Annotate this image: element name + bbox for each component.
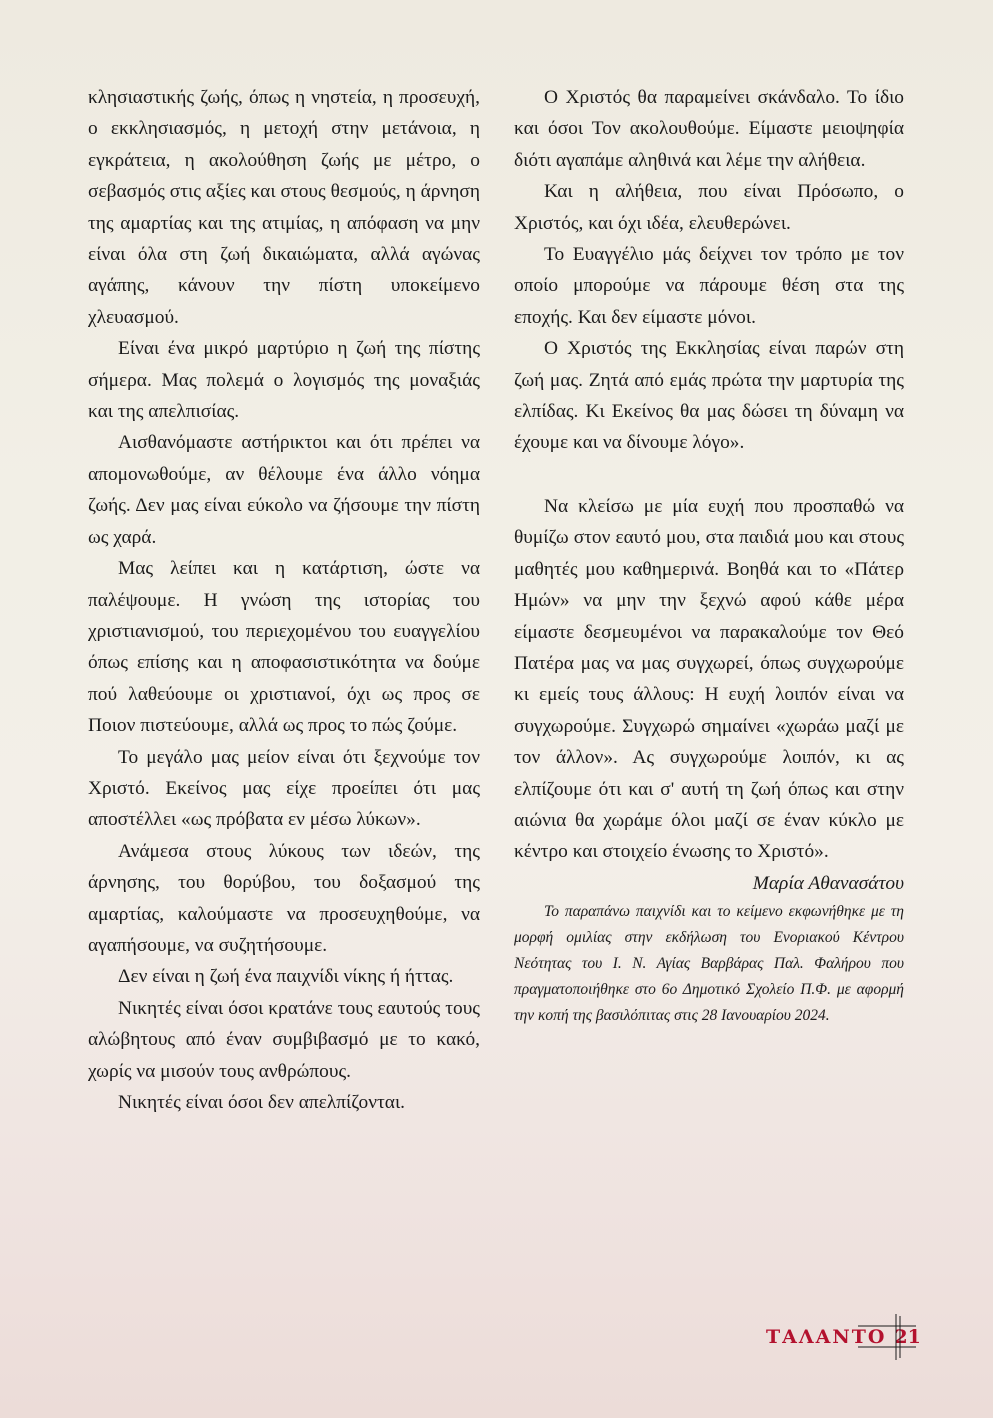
paragraph: Δεν είναι η ζωή ένα παιχνίδι νίκης ή ήττας.	[118, 966, 454, 988]
magazine-brand: ΤΑΛΑΝΤΟ	[766, 1326, 887, 1348]
paragraph: Αισθανόμαστε αστήρικτοι και ότι πρέπει να απομονωθούμε, αν θέλουμε ένα άλλο νόημα ζωής. Δεν μας είναι εύκολο να ζήσουμε την πίστη ως χαρά.	[88, 432, 480, 548]
paragraph: Ανάμεσα στους λύκους των ιδεών, της άρνησης, του θορύβου, του δοξασμού της αμαρτίας, καλούμαστε να προσευχηθούμε, να αγαπήσουμε, να συζητήσουμε.	[88, 840, 480, 956]
paragraph: Το μεγάλο μας μείον είναι ότι ξεχνούμε τον Χριστό. Εκείνος μας είχε προείπει ότι μας αποστέλλει «ως πρόβατα εν μέσω λύκων».	[88, 746, 480, 831]
paragraph: Νικητές είναι όσοι δεν απελπίζονται.	[118, 1092, 406, 1113]
paragraph: Και η αλήθεια, που είναι Πρόσωπο, ο Χριστός, και όχι ιδέα, ελευθερώνει.	[514, 181, 904, 234]
paragraph: Ο Χριστός της Εκκλησίας είναι παρών στη ζωή μας. Ζητά από εμάς πρώτα την μαρτυρία της ελπίδας. Κι Εκείνος θα μας δώσει τη δύναμη να έχουμε και να δίνουμε λόγο».	[514, 338, 904, 454]
paragraph-spacer	[514, 459, 904, 491]
footer-ornament-icon	[858, 1314, 921, 1360]
paragraph: Ο Χριστός θα παραμείνει σκάνδαλο. Το ίδιο και όσοι Τον ακολουθούμε. Είμαστε μειοψηφία διότι αγαπάμε αληθινά και λέμε την αλήθεια.	[514, 87, 904, 171]
paragraph: Νικητές είναι όσοι κρατάνε τους εαυτούς τους αλώβητους από έναν συμβιβασμό με το κακό, χωρίς να μισούν τους ανθρώπους.	[88, 997, 480, 1082]
paragraph: Μας λείπει και η κατάρτιση, ώστε να παλέψουμε. Η γνώση της ιστορίας του χριστιανισμού, του περιεχομένου του ευαγγελίου όπως επίσης και η αποφασιστικότητα να δούμε πού λαθεύουμε οι χριστιανοί, όχι ως προς σε Ποιον πιστεύουμε, αλλά ως προς το πώς ζούμε.	[88, 558, 480, 737]
event-note: Το παραπάνω παιχνίδι και το κείμενο εκφωνήθηκε με τη μορφή ομιλίας στην εκδήλωση του Ενοριακού Κέντρου Νεότητας του Ι. Ν. Αγίας Βαρβάρας Παλ. Φαλήρου που πραγματοποιήθηκε στο 6ο Δημοτικό Σχολείο Π.Φ. με αφορμή την κοπή της βασιλόπιτας στις 28 Ιανουαρίου 2024.	[514, 903, 904, 1025]
paragraph: κλησιαστικής ζωής, όπως η νηστεία, η προσευχή, ο εκκλησιασμός, η μετοχή στην μετάνοια, η εγκράτεια, η ακολούθηση ζωής με μέτρο, ο σεβασμός στις αξίες και στους θεσμούς, η άρνηση της αμαρτίας και της ατιμίας, η απόφαση να μην είναι όλα στη ζωή δικαιώματα, αλλά αγώνας αγάπης, κάνουν την πίστη υποκείμενο χλευασμού.	[88, 87, 480, 328]
right-column	[514, 82, 904, 1029]
closing-paragraph: Να κλείσω με μία ευχή που προσπαθώ να θυμίζω στον εαυτό μου, στα παιδιά μου και στους μαθητές μου καθημερινά. Βοηθά και το «Πάτερ Ημών» να μην την ξεχνώ αφού κάθε μέρα είμαστε δεσμευμένοι να παρακαλούμε τον Θεό Πατέρα μας να μας συγχωρεί, όπως συγχωρούμε κι εμείς τους άλλους: Η ευχή λοιπόν είναι να συγχωρούμε. Συγχωρώ σημαίνει «χωράω μαζί με τον άλλον». Ας συγχωρούμε λοιπόν, κι ας ελπίζουμε ότι και σ' αυτή τη ζωή όπως και στην αιώνια θα χωράμε όλοι μαζί σε έναν κύκλο με κέντρο και στοιχείο ένωσης το Χριστό».	[514, 495, 904, 863]
author-signature: Μαρία Αθανασάτου	[752, 872, 904, 894]
paragraph: Το Ευαγγέλιο μάς δείχνει τον τρόπο με τον οποίο μπορούμε να πάρουμε θέση στα της εποχής. Και δεν είμαστε μόνοι.	[514, 244, 904, 328]
left-column	[88, 82, 480, 1118]
paragraph: Είναι ένα μικρό μαρτύριο η ζωή της πίστης σήμερα. Μας πολεμά ο λογισμός της μοναξιάς και της απελπισίας.	[88, 338, 480, 423]
page-number: 21	[894, 1326, 921, 1348]
